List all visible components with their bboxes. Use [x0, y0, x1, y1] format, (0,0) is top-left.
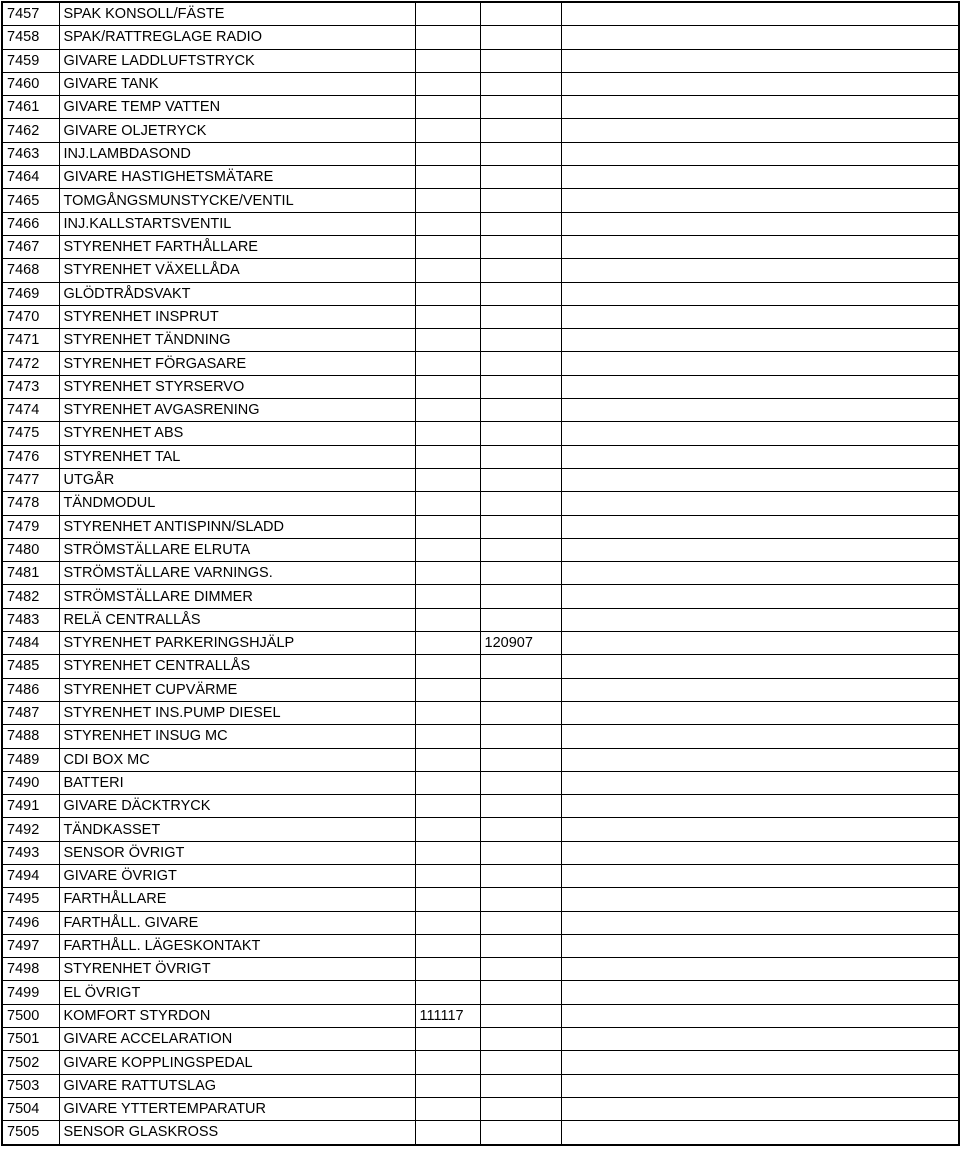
empty-cell — [561, 888, 959, 911]
empty-cell — [561, 748, 959, 771]
description-cell: SENSOR GLASKROSS — [59, 1121, 415, 1145]
table-row — [2, 49, 959, 72]
description-cell: STYRENHET FÖRGASARE — [59, 352, 415, 375]
table-row — [2, 259, 959, 282]
date-cell — [415, 468, 480, 491]
empty-cell — [561, 562, 959, 585]
table-row — [2, 632, 959, 655]
date-cell — [480, 329, 561, 352]
date-cell: 111117 — [415, 1004, 480, 1027]
table-row — [2, 655, 959, 678]
description-cell: GIVARE RATTUTSLAG — [59, 1074, 415, 1097]
date-cell — [415, 934, 480, 957]
date-cell — [415, 49, 480, 72]
date-cell — [415, 911, 480, 934]
empty-cell — [561, 1074, 959, 1097]
empty-cell — [561, 678, 959, 701]
description-cell: INJ.KALLSTARTSVENTIL — [59, 212, 415, 235]
date-cell — [480, 562, 561, 585]
date-cell — [415, 375, 480, 398]
empty-cell — [561, 1004, 959, 1027]
table-row — [2, 678, 959, 701]
code-cell: 7471 — [2, 329, 59, 352]
date-cell — [415, 1051, 480, 1074]
code-cell: 7468 — [2, 259, 59, 282]
date-cell — [415, 399, 480, 422]
empty-cell — [561, 981, 959, 1004]
code-cell: 7461 — [2, 96, 59, 119]
date-cell — [415, 1097, 480, 1120]
table-row — [2, 119, 959, 142]
table-row — [2, 795, 959, 818]
date-cell: 120907 — [480, 632, 561, 655]
description-cell: STYRENHET CENTRALLÅS — [59, 655, 415, 678]
code-cell: 7503 — [2, 1074, 59, 1097]
date-cell — [480, 1051, 561, 1074]
table-row — [2, 468, 959, 491]
empty-cell — [561, 468, 959, 491]
description-cell: GIVARE ÖVRIGT — [59, 864, 415, 887]
code-cell: 7488 — [2, 725, 59, 748]
date-cell — [480, 305, 561, 328]
code-cell: 7470 — [2, 305, 59, 328]
date-cell — [480, 795, 561, 818]
description-cell: GIVARE ACCELARATION — [59, 1028, 415, 1051]
date-cell — [415, 235, 480, 258]
empty-cell — [561, 725, 959, 748]
empty-cell — [561, 771, 959, 794]
table-row — [2, 445, 959, 468]
code-cell: 7472 — [2, 352, 59, 375]
date-cell — [415, 538, 480, 561]
table-row — [2, 562, 959, 585]
date-cell — [415, 841, 480, 864]
table-row — [2, 888, 959, 911]
date-cell — [480, 1074, 561, 1097]
date-cell — [415, 562, 480, 585]
date-cell — [480, 771, 561, 794]
code-cell: 7478 — [2, 492, 59, 515]
code-cell: 7498 — [2, 958, 59, 981]
code-cell: 7481 — [2, 562, 59, 585]
table-row — [2, 352, 959, 375]
description-cell: STYRENHET TÄNDNING — [59, 329, 415, 352]
date-cell — [415, 888, 480, 911]
table-row — [2, 166, 959, 189]
table-row — [2, 375, 959, 398]
date-cell — [480, 422, 561, 445]
date-cell — [415, 725, 480, 748]
description-cell: SENSOR ÖVRIGT — [59, 841, 415, 864]
date-cell — [415, 305, 480, 328]
table-row — [2, 725, 959, 748]
date-cell — [415, 864, 480, 887]
table-row — [2, 911, 959, 934]
empty-cell — [561, 259, 959, 282]
table-row — [2, 515, 959, 538]
description-cell: CDI BOX MC — [59, 748, 415, 771]
empty-cell — [561, 515, 959, 538]
date-cell — [415, 166, 480, 189]
empty-cell — [561, 538, 959, 561]
code-cell: 7476 — [2, 445, 59, 468]
description-cell: GIVARE HASTIGHETSMÄTARE — [59, 166, 415, 189]
date-cell — [480, 748, 561, 771]
empty-cell — [561, 189, 959, 212]
code-cell: 7477 — [2, 468, 59, 491]
code-cell: 7460 — [2, 72, 59, 95]
description-cell: STYRENHET TAL — [59, 445, 415, 468]
date-cell — [480, 1028, 561, 1051]
date-cell — [415, 445, 480, 468]
table-row — [2, 492, 959, 515]
code-cell: 7473 — [2, 375, 59, 398]
table-row — [2, 2, 959, 26]
date-cell — [415, 96, 480, 119]
date-cell — [480, 72, 561, 95]
empty-cell — [561, 1121, 959, 1145]
date-cell — [415, 678, 480, 701]
description-cell: STYRENHET STYRSERVO — [59, 375, 415, 398]
description-cell: BATTERI — [59, 771, 415, 794]
table-row — [2, 96, 959, 119]
empty-cell — [561, 795, 959, 818]
code-cell: 7493 — [2, 841, 59, 864]
empty-cell — [561, 864, 959, 887]
date-cell — [415, 72, 480, 95]
date-cell — [480, 1121, 561, 1145]
table-row — [2, 538, 959, 561]
code-cell: 7469 — [2, 282, 59, 305]
code-cell: 7482 — [2, 585, 59, 608]
empty-cell — [561, 492, 959, 515]
description-cell: STRÖMSTÄLLARE VARNINGS. — [59, 562, 415, 585]
table-row — [2, 26, 959, 49]
table-row — [2, 189, 959, 212]
code-cell: 7499 — [2, 981, 59, 1004]
date-cell — [480, 538, 561, 561]
code-cell: 7495 — [2, 888, 59, 911]
table-row — [2, 1074, 959, 1097]
date-cell — [480, 934, 561, 957]
code-cell: 7501 — [2, 1028, 59, 1051]
date-cell — [415, 632, 480, 655]
date-cell — [480, 445, 561, 468]
description-cell: TÄNDKASSET — [59, 818, 415, 841]
description-cell: GIVARE TEMP VATTEN — [59, 96, 415, 119]
empty-cell — [561, 585, 959, 608]
date-cell — [415, 212, 480, 235]
code-cell: 7462 — [2, 119, 59, 142]
description-cell: STYRENHET ABS — [59, 422, 415, 445]
code-cell: 7484 — [2, 632, 59, 655]
table-row — [2, 305, 959, 328]
description-cell: INJ.LAMBDASOND — [59, 142, 415, 165]
code-cell: 7487 — [2, 701, 59, 724]
code-cell: 7474 — [2, 399, 59, 422]
date-cell — [480, 49, 561, 72]
description-cell: STYRENHET INSUG MC — [59, 725, 415, 748]
empty-cell — [561, 701, 959, 724]
date-cell — [415, 748, 480, 771]
part-code-table — [1, 1, 960, 1146]
description-cell: SPAK/RATTREGLAGE RADIO — [59, 26, 415, 49]
code-cell: 7500 — [2, 1004, 59, 1027]
date-cell — [415, 329, 480, 352]
description-cell: STYRENHET AVGASRENING — [59, 399, 415, 422]
empty-cell — [561, 1097, 959, 1120]
description-cell: STYRENHET CUPVÄRME — [59, 678, 415, 701]
table-row — [2, 329, 959, 352]
empty-cell — [561, 49, 959, 72]
empty-cell — [561, 375, 959, 398]
table-row — [2, 235, 959, 258]
empty-cell — [561, 72, 959, 95]
table-row — [2, 585, 959, 608]
empty-cell — [561, 142, 959, 165]
empty-cell — [561, 235, 959, 258]
date-cell — [480, 468, 561, 491]
date-cell — [415, 981, 480, 1004]
table-row — [2, 72, 959, 95]
table-row — [2, 142, 959, 165]
date-cell — [415, 26, 480, 49]
code-cell: 7458 — [2, 26, 59, 49]
empty-cell — [561, 1051, 959, 1074]
date-cell — [415, 352, 480, 375]
code-cell: 7464 — [2, 166, 59, 189]
description-cell: STYRENHET FARTHÅLLARE — [59, 235, 415, 258]
date-cell — [415, 119, 480, 142]
date-cell — [415, 142, 480, 165]
empty-cell — [561, 166, 959, 189]
date-cell — [480, 1097, 561, 1120]
date-cell — [480, 375, 561, 398]
date-cell — [480, 864, 561, 887]
date-cell — [480, 212, 561, 235]
empty-cell — [561, 352, 959, 375]
code-cell: 7505 — [2, 1121, 59, 1145]
date-cell — [480, 911, 561, 934]
date-cell — [480, 725, 561, 748]
empty-cell — [561, 608, 959, 631]
date-cell — [480, 818, 561, 841]
code-cell: 7463 — [2, 142, 59, 165]
code-cell: 7486 — [2, 678, 59, 701]
description-cell: KOMFORT STYRDON — [59, 1004, 415, 1027]
table-row — [2, 1051, 959, 1074]
description-cell: GIVARE DÄCKTRYCK — [59, 795, 415, 818]
description-cell: GIVARE YTTERTEMPARATUR — [59, 1097, 415, 1120]
description-cell: STYRENHET ÖVRIGT — [59, 958, 415, 981]
date-cell — [415, 515, 480, 538]
empty-cell — [561, 399, 959, 422]
empty-cell — [561, 1028, 959, 1051]
date-cell — [480, 515, 561, 538]
date-cell — [480, 701, 561, 724]
empty-cell — [561, 282, 959, 305]
code-cell: 7491 — [2, 795, 59, 818]
code-cell: 7465 — [2, 189, 59, 212]
code-cell: 7489 — [2, 748, 59, 771]
code-cell: 7504 — [2, 1097, 59, 1120]
description-cell: TOMGÅNGSMUNSTYCKE/VENTIL — [59, 189, 415, 212]
description-cell: GIVARE OLJETRYCK — [59, 119, 415, 142]
date-cell — [480, 235, 561, 258]
description-cell: SPAK KONSOLL/FÄSTE — [59, 2, 415, 26]
date-cell — [415, 655, 480, 678]
table-row — [2, 399, 959, 422]
date-cell — [480, 492, 561, 515]
date-cell — [415, 818, 480, 841]
date-cell — [415, 2, 480, 26]
date-cell — [480, 655, 561, 678]
date-cell — [415, 795, 480, 818]
code-cell: 7497 — [2, 934, 59, 957]
date-cell — [415, 422, 480, 445]
description-cell: STYRENHET VÄXELLÅDA — [59, 259, 415, 282]
empty-cell — [561, 841, 959, 864]
date-cell — [480, 352, 561, 375]
code-cell: 7496 — [2, 911, 59, 934]
date-cell — [480, 166, 561, 189]
description-cell: STRÖMSTÄLLARE ELRUTA — [59, 538, 415, 561]
code-cell: 7502 — [2, 1051, 59, 1074]
date-cell — [480, 96, 561, 119]
code-cell: 7480 — [2, 538, 59, 561]
date-cell — [480, 399, 561, 422]
date-cell — [480, 119, 561, 142]
date-cell — [415, 771, 480, 794]
code-cell: 7475 — [2, 422, 59, 445]
description-cell: TÄNDMODUL — [59, 492, 415, 515]
date-cell — [415, 1074, 480, 1097]
code-cell: 7483 — [2, 608, 59, 631]
date-cell — [480, 841, 561, 864]
code-cell: 7457 — [2, 2, 59, 26]
description-cell: EL ÖVRIGT — [59, 981, 415, 1004]
empty-cell — [561, 119, 959, 142]
date-cell — [415, 1121, 480, 1145]
table-body — [2, 2, 959, 1145]
description-cell: FARTHÅLL. LÄGESKONTAKT — [59, 934, 415, 957]
code-cell: 7492 — [2, 818, 59, 841]
date-cell — [480, 585, 561, 608]
table-row — [2, 771, 959, 794]
empty-cell — [561, 2, 959, 26]
table-row — [2, 748, 959, 771]
date-cell — [415, 608, 480, 631]
description-cell: STYRENHET INSPRUT — [59, 305, 415, 328]
empty-cell — [561, 329, 959, 352]
date-cell — [480, 608, 561, 631]
empty-cell — [561, 26, 959, 49]
empty-cell — [561, 96, 959, 119]
date-cell — [415, 189, 480, 212]
date-cell — [415, 492, 480, 515]
date-cell — [480, 958, 561, 981]
date-cell — [480, 981, 561, 1004]
code-cell: 7466 — [2, 212, 59, 235]
date-cell — [415, 958, 480, 981]
empty-cell — [561, 655, 959, 678]
date-cell — [415, 701, 480, 724]
date-cell — [415, 259, 480, 282]
table-row — [2, 1121, 959, 1145]
empty-cell — [561, 911, 959, 934]
table-row — [2, 864, 959, 887]
empty-cell — [561, 632, 959, 655]
code-cell: 7467 — [2, 235, 59, 258]
description-cell: STYRENHET ANTISPINN/SLADD — [59, 515, 415, 538]
date-cell — [480, 888, 561, 911]
date-cell — [415, 585, 480, 608]
code-cell: 7479 — [2, 515, 59, 538]
date-cell — [480, 282, 561, 305]
date-cell — [480, 259, 561, 282]
description-cell: STYRENHET INS.PUMP DIESEL — [59, 701, 415, 724]
description-cell: FARTHÅLL. GIVARE — [59, 911, 415, 934]
table-row — [2, 1004, 959, 1027]
description-cell: GLÖDTRÅDSVAKT — [59, 282, 415, 305]
table-row — [2, 282, 959, 305]
code-cell: 7485 — [2, 655, 59, 678]
date-cell — [480, 189, 561, 212]
date-cell — [480, 142, 561, 165]
table-row — [2, 934, 959, 957]
table-row — [2, 841, 959, 864]
description-cell: UTGÅR — [59, 468, 415, 491]
date-cell — [415, 1028, 480, 1051]
description-cell: GIVARE TANK — [59, 72, 415, 95]
date-cell — [480, 678, 561, 701]
table-row — [2, 981, 959, 1004]
table-row — [2, 1028, 959, 1051]
empty-cell — [561, 958, 959, 981]
code-cell: 7494 — [2, 864, 59, 887]
description-cell: STRÖMSTÄLLARE DIMMER — [59, 585, 415, 608]
date-cell — [480, 2, 561, 26]
date-cell — [480, 26, 561, 49]
table-row — [2, 701, 959, 724]
empty-cell — [561, 934, 959, 957]
code-cell: 7459 — [2, 49, 59, 72]
table-row — [2, 422, 959, 445]
date-cell — [480, 1004, 561, 1027]
table-row — [2, 212, 959, 235]
empty-cell — [561, 212, 959, 235]
code-cell: 7490 — [2, 771, 59, 794]
table-row — [2, 958, 959, 981]
empty-cell — [561, 422, 959, 445]
description-cell: RELÄ CENTRALLÅS — [59, 608, 415, 631]
table-row — [2, 1097, 959, 1120]
description-cell: STYRENHET PARKERINGSHJÄLP — [59, 632, 415, 655]
description-cell: GIVARE KOPPLINGSPEDAL — [59, 1051, 415, 1074]
empty-cell — [561, 818, 959, 841]
date-cell — [415, 282, 480, 305]
description-cell: FARTHÅLLARE — [59, 888, 415, 911]
table-row — [2, 818, 959, 841]
description-cell: GIVARE LADDLUFTSTRYCK — [59, 49, 415, 72]
table-row — [2, 608, 959, 631]
empty-cell — [561, 445, 959, 468]
empty-cell — [561, 305, 959, 328]
